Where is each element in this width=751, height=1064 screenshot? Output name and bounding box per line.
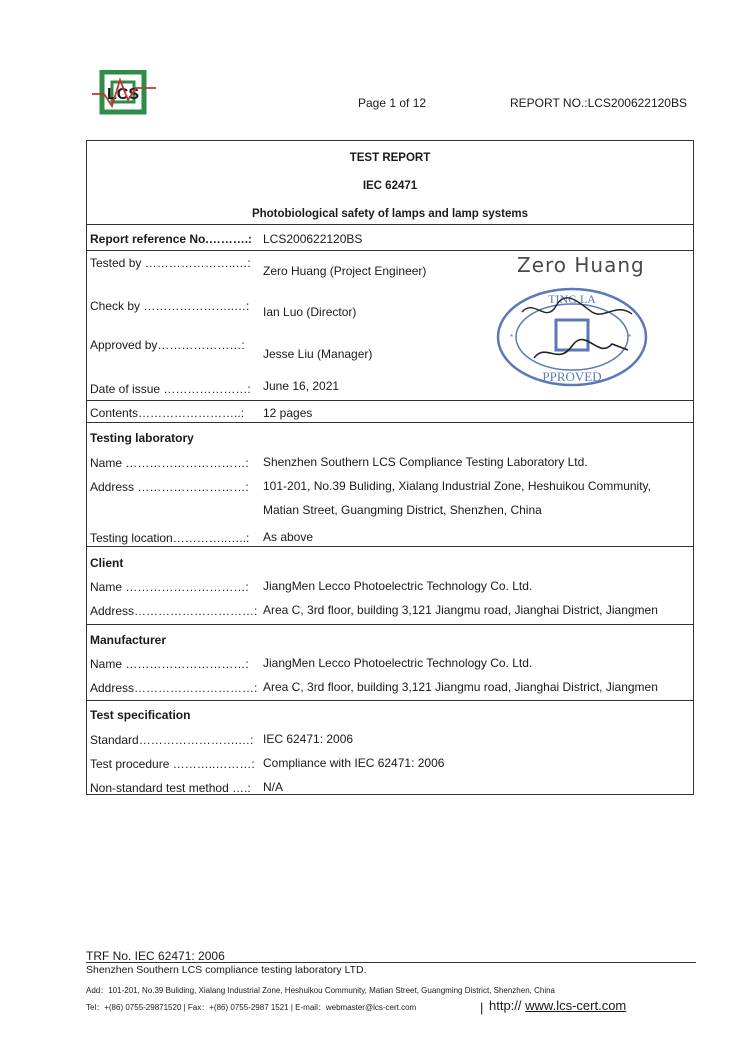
value-manufacturer-address: Area C, 3rd floor, building 3,121 Jiangmu road, Jianghai District, Jiangmen bbox=[263, 680, 658, 694]
heading-manufacturer: Manufacturer bbox=[90, 633, 167, 647]
footer-separator: | bbox=[480, 1000, 484, 1015]
label-test-procedure: Test procedure ………..………: bbox=[90, 757, 255, 771]
label-client-name: Name …………………………: bbox=[90, 580, 249, 594]
divider bbox=[86, 250, 694, 251]
label-check-by: Check by …………………..…: bbox=[90, 299, 250, 313]
value-standard: IEC 62471: 2006 bbox=[263, 732, 354, 746]
label-non-standard-method: Non-standard test method ….: bbox=[90, 781, 251, 795]
label-manufacturer-address: Address…………………………: bbox=[90, 681, 258, 695]
value-approved-by: Jesse Liu (Manager) bbox=[263, 347, 373, 361]
approval-stamp bbox=[494, 284, 650, 390]
footer-url-prefix: http:// bbox=[489, 998, 526, 1013]
label-lab-name: Name …………………………: bbox=[90, 456, 249, 470]
label-contents: Contents……………………..: bbox=[90, 406, 245, 420]
label-lab-address: Address ………………………: bbox=[90, 480, 249, 494]
report-number: REPORT NO.:LCS200622120BS bbox=[510, 96, 687, 110]
heading-testing-laboratory: Testing laboratory bbox=[90, 431, 194, 445]
label-approved-by: Approved by…………………: bbox=[90, 338, 245, 352]
footer-lab-name: Shenzhen Southern LCS compliance testing laboratory LTD. bbox=[86, 964, 367, 976]
label-standard: Standard…………………….…: bbox=[90, 733, 254, 747]
footer-website[interactable] bbox=[489, 998, 626, 1013]
value-testing-location: As above bbox=[263, 530, 314, 544]
footer-trf-number: TRF No. IEC 62471: 2006 bbox=[86, 949, 225, 963]
value-test-procedure: Compliance with IEC 62471: 2006 bbox=[263, 756, 445, 770]
stamp-bottom-text: PPROVED bbox=[542, 369, 602, 384]
title-subject: Photobiological safety of lamps and lamp systems bbox=[251, 208, 529, 220]
footer-divider bbox=[86, 962, 696, 963]
value-non-standard-method: N/A bbox=[263, 780, 284, 794]
divider bbox=[86, 624, 694, 625]
value-tested-by: Zero Huang (Project Engineer) bbox=[263, 264, 427, 278]
label-tested-by: Tested by …………………..…: bbox=[90, 256, 251, 270]
divider bbox=[86, 400, 694, 401]
label-date-of-issue: Date of issue …………………: bbox=[90, 382, 251, 396]
svg-text:*: * bbox=[510, 333, 514, 342]
label-client-address: Address…………………………: bbox=[90, 604, 258, 618]
value-date-of-issue: June 16, 2021 bbox=[263, 379, 340, 393]
value-lab-name: Shenzhen Southern LCS Compliance Testing Laboratory Ltd. bbox=[263, 455, 588, 469]
footer-contact: Tel：+(86) 0755-29871520 | Fax：+(86) 0755-2987 1521 | E-mail：webmaster@lcs-cert.com bbox=[86, 1003, 417, 1012]
heading-test-specification: Test specification bbox=[90, 708, 191, 722]
value-client-name: JiangMen Lecco Photoelectric Technology Co. Ltd. bbox=[263, 579, 533, 593]
page-number: Page 1 of 12 bbox=[358, 96, 427, 110]
label-testing-location: Testing location…………..…..: bbox=[90, 531, 250, 545]
divider bbox=[86, 422, 694, 423]
value-lab-address-1: 101-201, No.39 Buliding, Xialang Industrial Zone, Heshuikou Community, bbox=[263, 479, 651, 493]
divider bbox=[86, 700, 694, 701]
stamp-top-text: TING LA bbox=[548, 292, 596, 306]
heading-client: Client bbox=[90, 556, 124, 570]
footer-address: Add：101-201, No.39 Buliding, Xialang Industrial Zone, Heshuikou Community, Matian Street, Guangming District, Shenzhen, China bbox=[86, 986, 555, 995]
label-report-reference: Report reference No.……….: bbox=[90, 232, 253, 246]
svg-text:*: * bbox=[628, 333, 632, 342]
logo-text: LCS bbox=[107, 86, 139, 103]
value-lab-address-2: Matian Street, Guangming District, Shenzhen, China bbox=[263, 503, 542, 517]
divider bbox=[86, 224, 694, 225]
signature-tested-by: Zero Huang bbox=[517, 253, 645, 277]
title-test-report: TEST REPORT bbox=[349, 152, 431, 164]
value-check-by: Ian Luo (Director) bbox=[263, 305, 357, 319]
label-manufacturer-name: Name …………………………: bbox=[90, 657, 249, 671]
value-client-address: Area C, 3rd floor, building 3,121 Jiangmu road, Jianghai District, Jiangmen bbox=[263, 603, 658, 617]
divider bbox=[86, 546, 694, 547]
title-standard: IEC 62471 bbox=[362, 180, 418, 192]
value-contents: 12 pages bbox=[263, 406, 313, 420]
value-manufacturer-name: JiangMen Lecco Photoelectric Technology Co. Ltd. bbox=[263, 656, 533, 670]
footer-url-link[interactable]: www.lcs-cert.com bbox=[525, 998, 627, 1013]
value-report-reference: LCS200622120BS bbox=[263, 232, 363, 246]
lcs-logo bbox=[92, 70, 156, 116]
